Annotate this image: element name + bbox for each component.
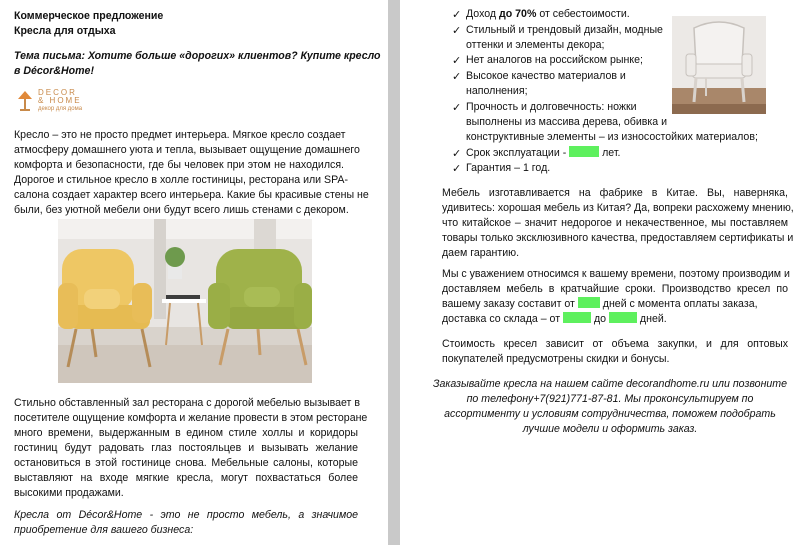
bullet-quality: Высокое качество материалов и	[466, 70, 626, 82]
right-para1-line: даем гарантию.	[442, 247, 520, 259]
right-para1-line: Мебель изготавливается на фабрике в Китае. Вы, наверняка,	[442, 187, 788, 199]
para2-line: много времени, выдержанным в едином стиле холлы и коридоры	[14, 427, 358, 439]
closing-line: Заказывайте кресла на нашем сайте decorandhome.ru или позвоните	[432, 378, 788, 390]
checkmark-icon: ✓	[452, 71, 462, 83]
logo-tagline: декор для дома	[38, 106, 83, 112]
para2-line: высокими продажами.	[14, 487, 124, 499]
bullet-warranty: Гарантия – 1 год.	[466, 162, 551, 174]
para1-line: Кресло – это не просто предмет интерьера. Мягкое кресло создает	[14, 129, 346, 141]
checkmark-icon: ✓	[452, 163, 462, 175]
para2-line: посетителе ощущение комфорта и желание провести в этом ресторане	[14, 412, 368, 424]
para2-line: остановиться в этой гостинице снова. Мебельные салоны, которые	[14, 457, 358, 469]
para1-line: атмосферу домашнего уюта и тепла, вызывает ощущение домашнего	[14, 144, 360, 156]
para1-line: салона создает характер всего интерьера. Какие бы красивые стены не	[14, 189, 369, 201]
heading-line-1: Коммерческое предложение	[14, 10, 164, 22]
checkmark-icon: ✓	[452, 55, 462, 67]
white-armchair-photo	[672, 16, 766, 114]
closing-line: лучшие модели и оформить заказ.	[522, 423, 698, 435]
subject-line-1: Тема письма: Хотите больше «дорогих» клиентов? Купите кресло	[14, 50, 381, 62]
checkmark-icon: ✓	[452, 148, 462, 160]
bullet-durability: Прочность и долговечность: ножки	[466, 101, 637, 113]
subject-line-2: в Décor&Home!	[14, 65, 94, 77]
para2-line: выставляют на входе мягкие кресла, могут похвастаться более	[14, 472, 358, 484]
right-para3-line: Стоимость кресел зависит от объема закупки, и для оптовых	[442, 338, 788, 350]
production-days-blank-highlight	[578, 297, 600, 308]
para1-line: комфорта и безопасности, где бы человек при этом не находился.	[14, 159, 344, 171]
document-page-left	[0, 0, 388, 545]
bullet-design: Стильный и трендовый дизайн, модные	[466, 24, 663, 36]
checkmark-icon: ✓	[452, 9, 462, 21]
bullet-analogs: Нет аналогов на российском рынке;	[466, 54, 643, 66]
logo-line-1: DECOR	[38, 88, 77, 97]
right-para2-line: доставка со склада – от до дней.	[442, 313, 667, 325]
delivery-from-blank-highlight	[563, 312, 591, 323]
right-para3-line: покупателей предусмотрены скидки и бонусы.	[442, 353, 670, 365]
right-para2-line: Мы с уважением относимся к вашему времени, поэтому производим и	[442, 268, 790, 280]
closing-line: по телефону+7(921)771-87-81. Мы проконсультируем по	[466, 393, 754, 405]
right-para1-line: удивитесь: хорошая мебель из Китая? Да, вопреки расхожему мнению,	[442, 202, 794, 214]
logo-line-2: & HOME	[38, 96, 82, 105]
document-page-right	[400, 0, 800, 545]
lamp-icon	[14, 89, 36, 113]
closing-line: ассортименту и условиям сотрудничества, поможем подобрать	[444, 408, 776, 420]
bullet-durability-cont: выполнены из массива дерева, обивка и	[466, 116, 667, 128]
bullet-design-cont: оттенки и элементы декора;	[466, 39, 605, 51]
bullet-durability-cont: конструктивные элементы – из износостойких материалов;	[466, 131, 758, 143]
lifetime-blank-highlight	[569, 146, 599, 157]
delivery-to-blank-highlight	[609, 312, 637, 323]
para2-line: Стильно обставленный зал ресторана с дорогой мебелью вызывает в	[14, 397, 360, 409]
right-para2-line: доставляем мебель в кратчайшие сроки. Производство кресел по	[442, 283, 788, 295]
bullet-lifetime: Срок эксплуатации - лет.	[466, 147, 621, 159]
para1-line: были, без уютной мебели они будут всего лишь стенами с декором.	[14, 204, 349, 216]
right-para1-line: что китайское – значит недорогое и некачественное, мы поставляем	[442, 217, 788, 229]
right-para2-line: вашему заказу составит от дней с момента оплаты заказа,	[442, 298, 758, 310]
bullet-quality-cont: наполнения;	[466, 85, 528, 97]
bullet-income: Доход до 70% от себестоимости.	[466, 8, 630, 20]
para2-line: гостиниц будут радовать глаз постояльцев и вызывать желание	[14, 442, 358, 454]
heading-line-2: Кресла для отдыха	[14, 25, 116, 37]
para3-line: приобретение для вашего бизнеса:	[14, 524, 194, 536]
para1-line: Дорогое и стильное кресло в холле гостиницы, ресторана или SPA-	[14, 174, 348, 186]
armchairs-photo	[58, 219, 312, 383]
decor-home-logo	[14, 89, 114, 115]
para3-line: Кресла от Décor&Home - это не просто мебель, а значимое	[14, 509, 358, 521]
checkmark-icon: ✓	[452, 25, 462, 37]
checkmark-icon: ✓	[452, 102, 462, 114]
right-para1-line: товары только эксклюзивного качества, предоставляем сертификаты и	[442, 232, 794, 244]
